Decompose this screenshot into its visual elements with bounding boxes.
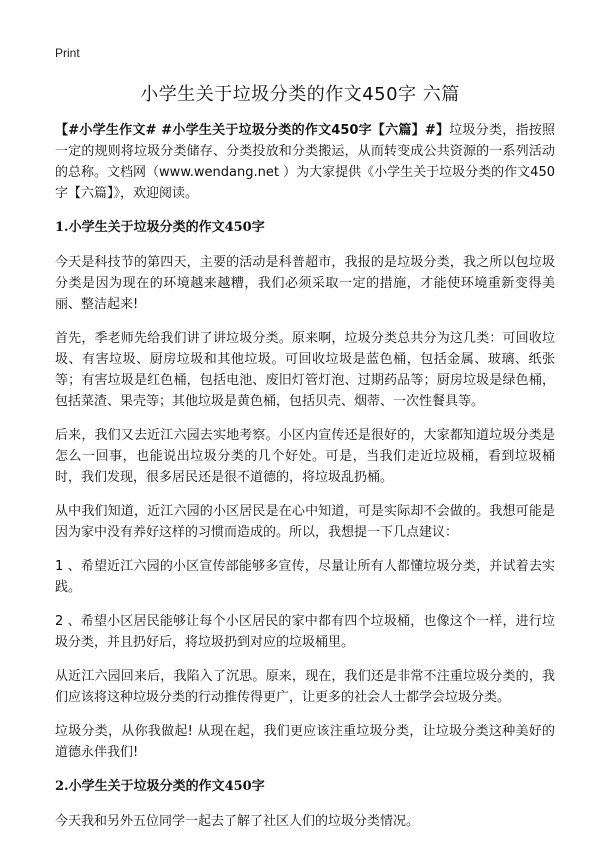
section-heading-2: 2.小学生关于垃圾分类的作文450字 bbox=[55, 779, 265, 794]
paragraph: 2 、希望小区居民能够让每个小区居民的家中都有四个垃圾桶，也像这个一样，进行垃圾分类，并且扔好后，将垃圾扔到对应的垃圾桶里。 bbox=[55, 614, 555, 650]
page-title: 小学生关于垃圾分类的作文450字 六篇 bbox=[140, 84, 460, 105]
section-heading-1: 1.小学生关于垃圾分类的作文450字 bbox=[55, 220, 265, 235]
article-body bbox=[55, 120, 555, 845]
print-link[interactable]: Print bbox=[55, 46, 80, 60]
paragraph: 1 、希望近江六园的小区宣传部能够多宣传，尽量让所有人都懂垃圾分类，并试着去实践。 bbox=[55, 559, 555, 595]
intro-tag: 【#小学生作文# #小学生关于垃圾分类的作文450字【六篇】#】 bbox=[55, 123, 450, 138]
paragraph: 后来，我们又去近江六园去实地考察。小区内宣传还是很好的，大家都知道垃圾分类是怎么一回事，也能说出垃圾分类的几个好处。可是，当我们走近垃圾桶，看到垃圾桶时，我们发现，很多居民还是很不道德的，将垃圾乱扔桶。 bbox=[55, 428, 555, 485]
paragraph: 今天我和另外五位同学一起去了解了社区人们的垃圾分类情况。 bbox=[55, 814, 420, 829]
paragraph: 首先，季老师先给我们讲了讲垃圾分类。原来啊，垃圾分类总共分为这几类：可回收垃圾、有害垃圾、厨房垃圾和其他垃圾。可回收垃圾是蓝色桶，包括金属、玻璃、纸张等；有害垃圾是红色桶，包括电池、废旧灯管灯泡、过期药品等；厨房垃圾是绿色桶，包括菜渣、果壳等；其他垃圾是黄色桶，包括贝壳、烟蒂、一次性餐具等。 bbox=[55, 331, 555, 409]
paragraph: 从中我们知道，近江六园的小区居民是在心中知道，可是实际却不会做的。我想可能是因为家中没有养好这样的习惯而造成的。所以，我想提一下几点建议： bbox=[55, 504, 555, 540]
paragraph: 今天是科技节的第四天，主要的活动是科普超市，我报的是垃圾分类，我之所以包垃圾分类是因为现在的环境越来越糟，我们必须采取一定的措施，才能使环境重新变得美丽、整洁起来! bbox=[55, 255, 555, 312]
paragraph: 从近江六园回来后，我陷入了沉思。原来，现在，我们还是非常不注重垃圾分类的，我们应该将这种垃圾分类的行动推传得更广，让更多的社会人士都学会垃圾分类。 bbox=[55, 669, 555, 705]
intro-paragraph bbox=[55, 120, 555, 204]
intro-text: 垃圾分类，指按照一定的规则将垃圾分类储存、分类投放和分类搬运，从而转变成公共资源的一系列活动的总称。文档网（www.wendang.net ）为大家提供《小学生关于垃圾分类的作文450字【六篇】》，欢迎阅读。 bbox=[55, 123, 555, 201]
paragraph: 垃圾分类，从你我做起! 从现在起，我们更应该注重垃圾分类，让垃圾分类这种美好的道德永伴我们! bbox=[55, 724, 555, 760]
